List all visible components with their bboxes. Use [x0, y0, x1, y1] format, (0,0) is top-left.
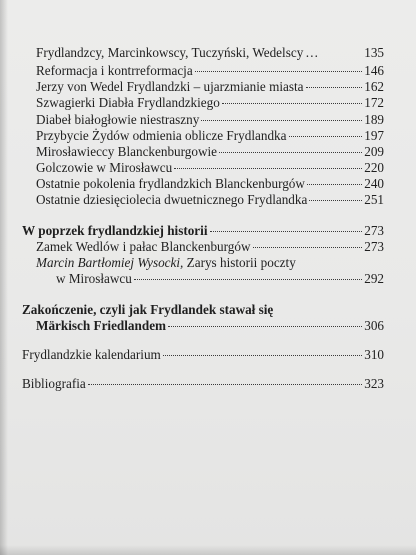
page-bottom-shadow — [0, 545, 416, 555]
toc-entry — [36, 192, 384, 208]
toc-entry-title: Reformacja i kontrreformacja — [36, 63, 193, 78]
toc-leader-dots — [210, 231, 363, 232]
toc-entry — [22, 376, 384, 392]
toc-entry-page: 172 — [364, 95, 384, 110]
toc-entry — [36, 160, 384, 176]
toc-entry-page: 251 — [364, 192, 384, 207]
toc-entry-title: Szwagierki Diabła Frydlandzkiego — [36, 95, 220, 110]
toc-essay-title-cont: w Mirosławcu — [56, 271, 132, 286]
toc-leader-dots — [134, 279, 362, 280]
toc-entry — [36, 63, 384, 79]
toc-entry-ellipsis: … — [305, 45, 319, 60]
toc-leader-dots — [163, 355, 362, 356]
toc-entry-title: Ostatnie pokolenia frydlandzkich Blanckenburgów — [36, 176, 305, 191]
toc-leader-dots — [309, 200, 362, 201]
toc-entry — [22, 347, 384, 363]
toc-section-page: 273 — [364, 223, 384, 238]
toc-entry-page: 189 — [364, 112, 384, 127]
toc-leader-dots — [222, 103, 362, 104]
toc-entry-page: 220 — [364, 160, 384, 175]
toc-entry-page: 135 — [364, 45, 384, 60]
toc-leader-dots — [219, 152, 362, 153]
toc-section-title: Zakończenie, czyli jak Frydlandek stawał się — [22, 302, 274, 317]
toc-entry-title: Jerzy von Wedel Frydlandzki – ujarzmianie miasta — [36, 79, 304, 94]
toc-entry-title: Bibliografia — [22, 376, 86, 391]
toc-leader-dots — [195, 71, 363, 72]
toc-leader-dots — [168, 326, 362, 327]
toc-entry-page: 292 — [364, 271, 384, 286]
toc-entry-page: 310 — [364, 347, 384, 362]
toc-entry-page: 162 — [364, 79, 384, 94]
toc-entry — [36, 176, 384, 192]
toc-section — [36, 318, 384, 334]
toc-section-title: W poprzek frydlandzkiej historii — [22, 223, 208, 238]
page-edge-shadow — [0, 0, 8, 555]
toc-entry-title: Frydlandzkie kalendarium — [22, 347, 161, 362]
toc-entry — [36, 144, 384, 160]
toc-entry-title: Diabeł białogłowie niestraszny — [36, 112, 200, 127]
toc-entry — [36, 128, 384, 144]
toc-leader-dots — [307, 184, 362, 185]
toc-entry-title: Przybycie Żydów odmienia oblicze Frydlandka — [36, 128, 287, 143]
toc-entry — [36, 112, 384, 128]
toc-entry — [36, 45, 384, 61]
toc-entry-title: Mirosławieccy Blanckenburgowie — [36, 144, 218, 159]
toc-entry-page: 240 — [364, 176, 384, 191]
toc-entry-page: 197 — [364, 128, 384, 143]
toc-section — [22, 223, 384, 239]
toc-entry-title: Ostatnie dziesięciolecia dwuetnicznego Frydlandka — [36, 192, 308, 207]
toc-entry-page: 209 — [364, 144, 384, 159]
toc-leader-dots — [306, 87, 363, 88]
toc-leader-dots — [201, 120, 362, 121]
toc-leader-dots — [289, 136, 363, 137]
toc-essay-title: Zarys historii poczty — [183, 255, 296, 270]
toc-leader-dots — [174, 168, 362, 169]
toc-entry-page: 273 — [364, 239, 384, 254]
toc-leader-dots — [253, 247, 363, 248]
toc-entry-page: 323 — [364, 376, 384, 391]
toc-section-page: 306 — [364, 318, 384, 333]
toc-entry — [36, 95, 384, 111]
toc-entry — [36, 239, 384, 255]
toc-essay-line1 — [36, 255, 296, 271]
toc-entry-title: Frydlandzcy, Marcinkowscy, Tuczyński, Wedelscy — [36, 45, 304, 60]
toc-entry-page: 146 — [364, 63, 384, 78]
toc-entry — [56, 271, 384, 287]
toc-entry-title: Zamek Wedlów i pałac Blanckenburgów — [36, 239, 251, 254]
toc-leader-dots — [88, 384, 362, 385]
toc-essay-author: Marcin Bartłomiej Wysocki, — [36, 255, 184, 270]
toc-section-title-cont: Märkisch Friedlandem — [36, 318, 167, 333]
toc-entry-title: Golczowie w Mirosławcu — [36, 160, 173, 175]
toc-entry — [36, 79, 384, 95]
